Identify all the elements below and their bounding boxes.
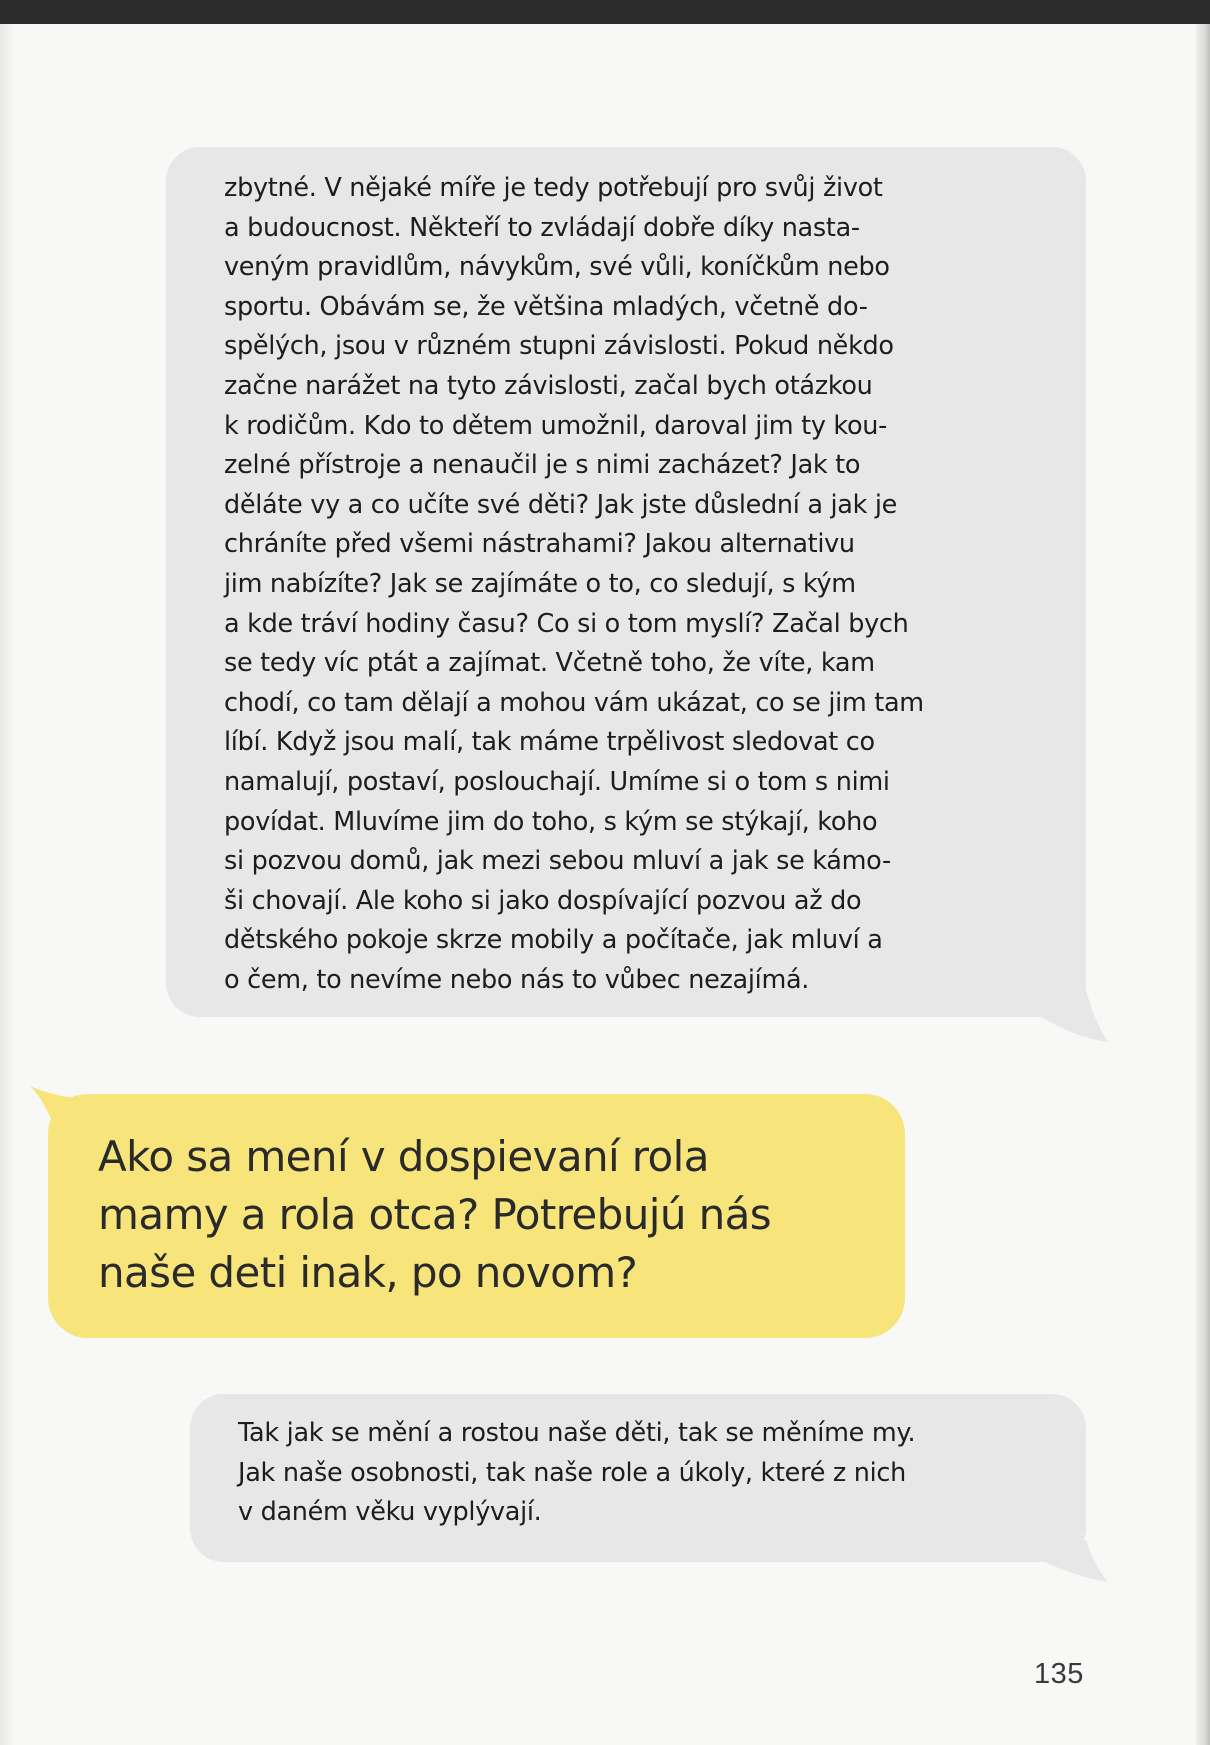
- bubble-tail-icon: [1040, 1540, 1110, 1590]
- answer-bubble: [166, 147, 1086, 1017]
- answer-text: Tak jak se mění a rostou naše děti, tak se měníme my. Jak naše osobnosti, tak naše role a úkoly, které z nich v daném věku vyplývají.: [238, 1418, 916, 1528]
- question-text: Ako sa mení v dospievaní rola mamy a rola otca? Potrebujú nás naše deti inak, po novom?: [98, 1132, 772, 1297]
- scan-top-edge: [0, 0, 1210, 24]
- answer-text: zbytné. V nějaké míře je tedy potřebují pro svůj život a budoucnost. Někteří to zvládají dobře díky nasta- veným pravidlům, návykům, své vůli, koníčkům nebo sportu. Obávám se, že většina mladých, včetně do- spělých, jsou v různém stupni závislosti. Pokud někdo začne narážet na tyto závislosti, začal bych otázkou k rodičům. Kdo to dětem umožnil, daroval jim ty kou- zelné přístroje a nenaučil je s nimi zacházet? Jak to děláte vy a co učíte své děti? Jak jste důslední a jak je chráníte před všemi nástrahami? Jakou alternativu jim nabízíte? Jak se zajímáte o to, co sledují, s kým a kde tráví hodiny času? Co si o tom myslí? Začal bych se tedy víc ptát a zajímat. Včetně toho, že víte, kam chodí, co tam dělají a mohou vám ukázat, co se jim tam líbí. Když jsou malí, tak máme trpělivost sledovat co namalují, postaví, poslouchají. Umíme si o tom s nimi povídat. Mluvíme jim do toho, s kým se stýkají, koho si pozvou domů, jak mezi sebou mluví a jak se kámo- ši chovají. Ale koho si jako dospívající pozvou až do dětského pokoje skrze mobily a počítače, jak mluví a o čem, to nevíme nebo nás to vůbec nezajímá.: [224, 173, 924, 995]
- scan-right-edge: [1196, 24, 1210, 1745]
- page-number: 135: [1034, 1658, 1084, 1690]
- bubble-tail-icon: [1040, 990, 1110, 1050]
- question-bubble: [48, 1094, 905, 1338]
- answer-bubble: [190, 1394, 1086, 1562]
- scan-left-edge: [0, 24, 14, 1745]
